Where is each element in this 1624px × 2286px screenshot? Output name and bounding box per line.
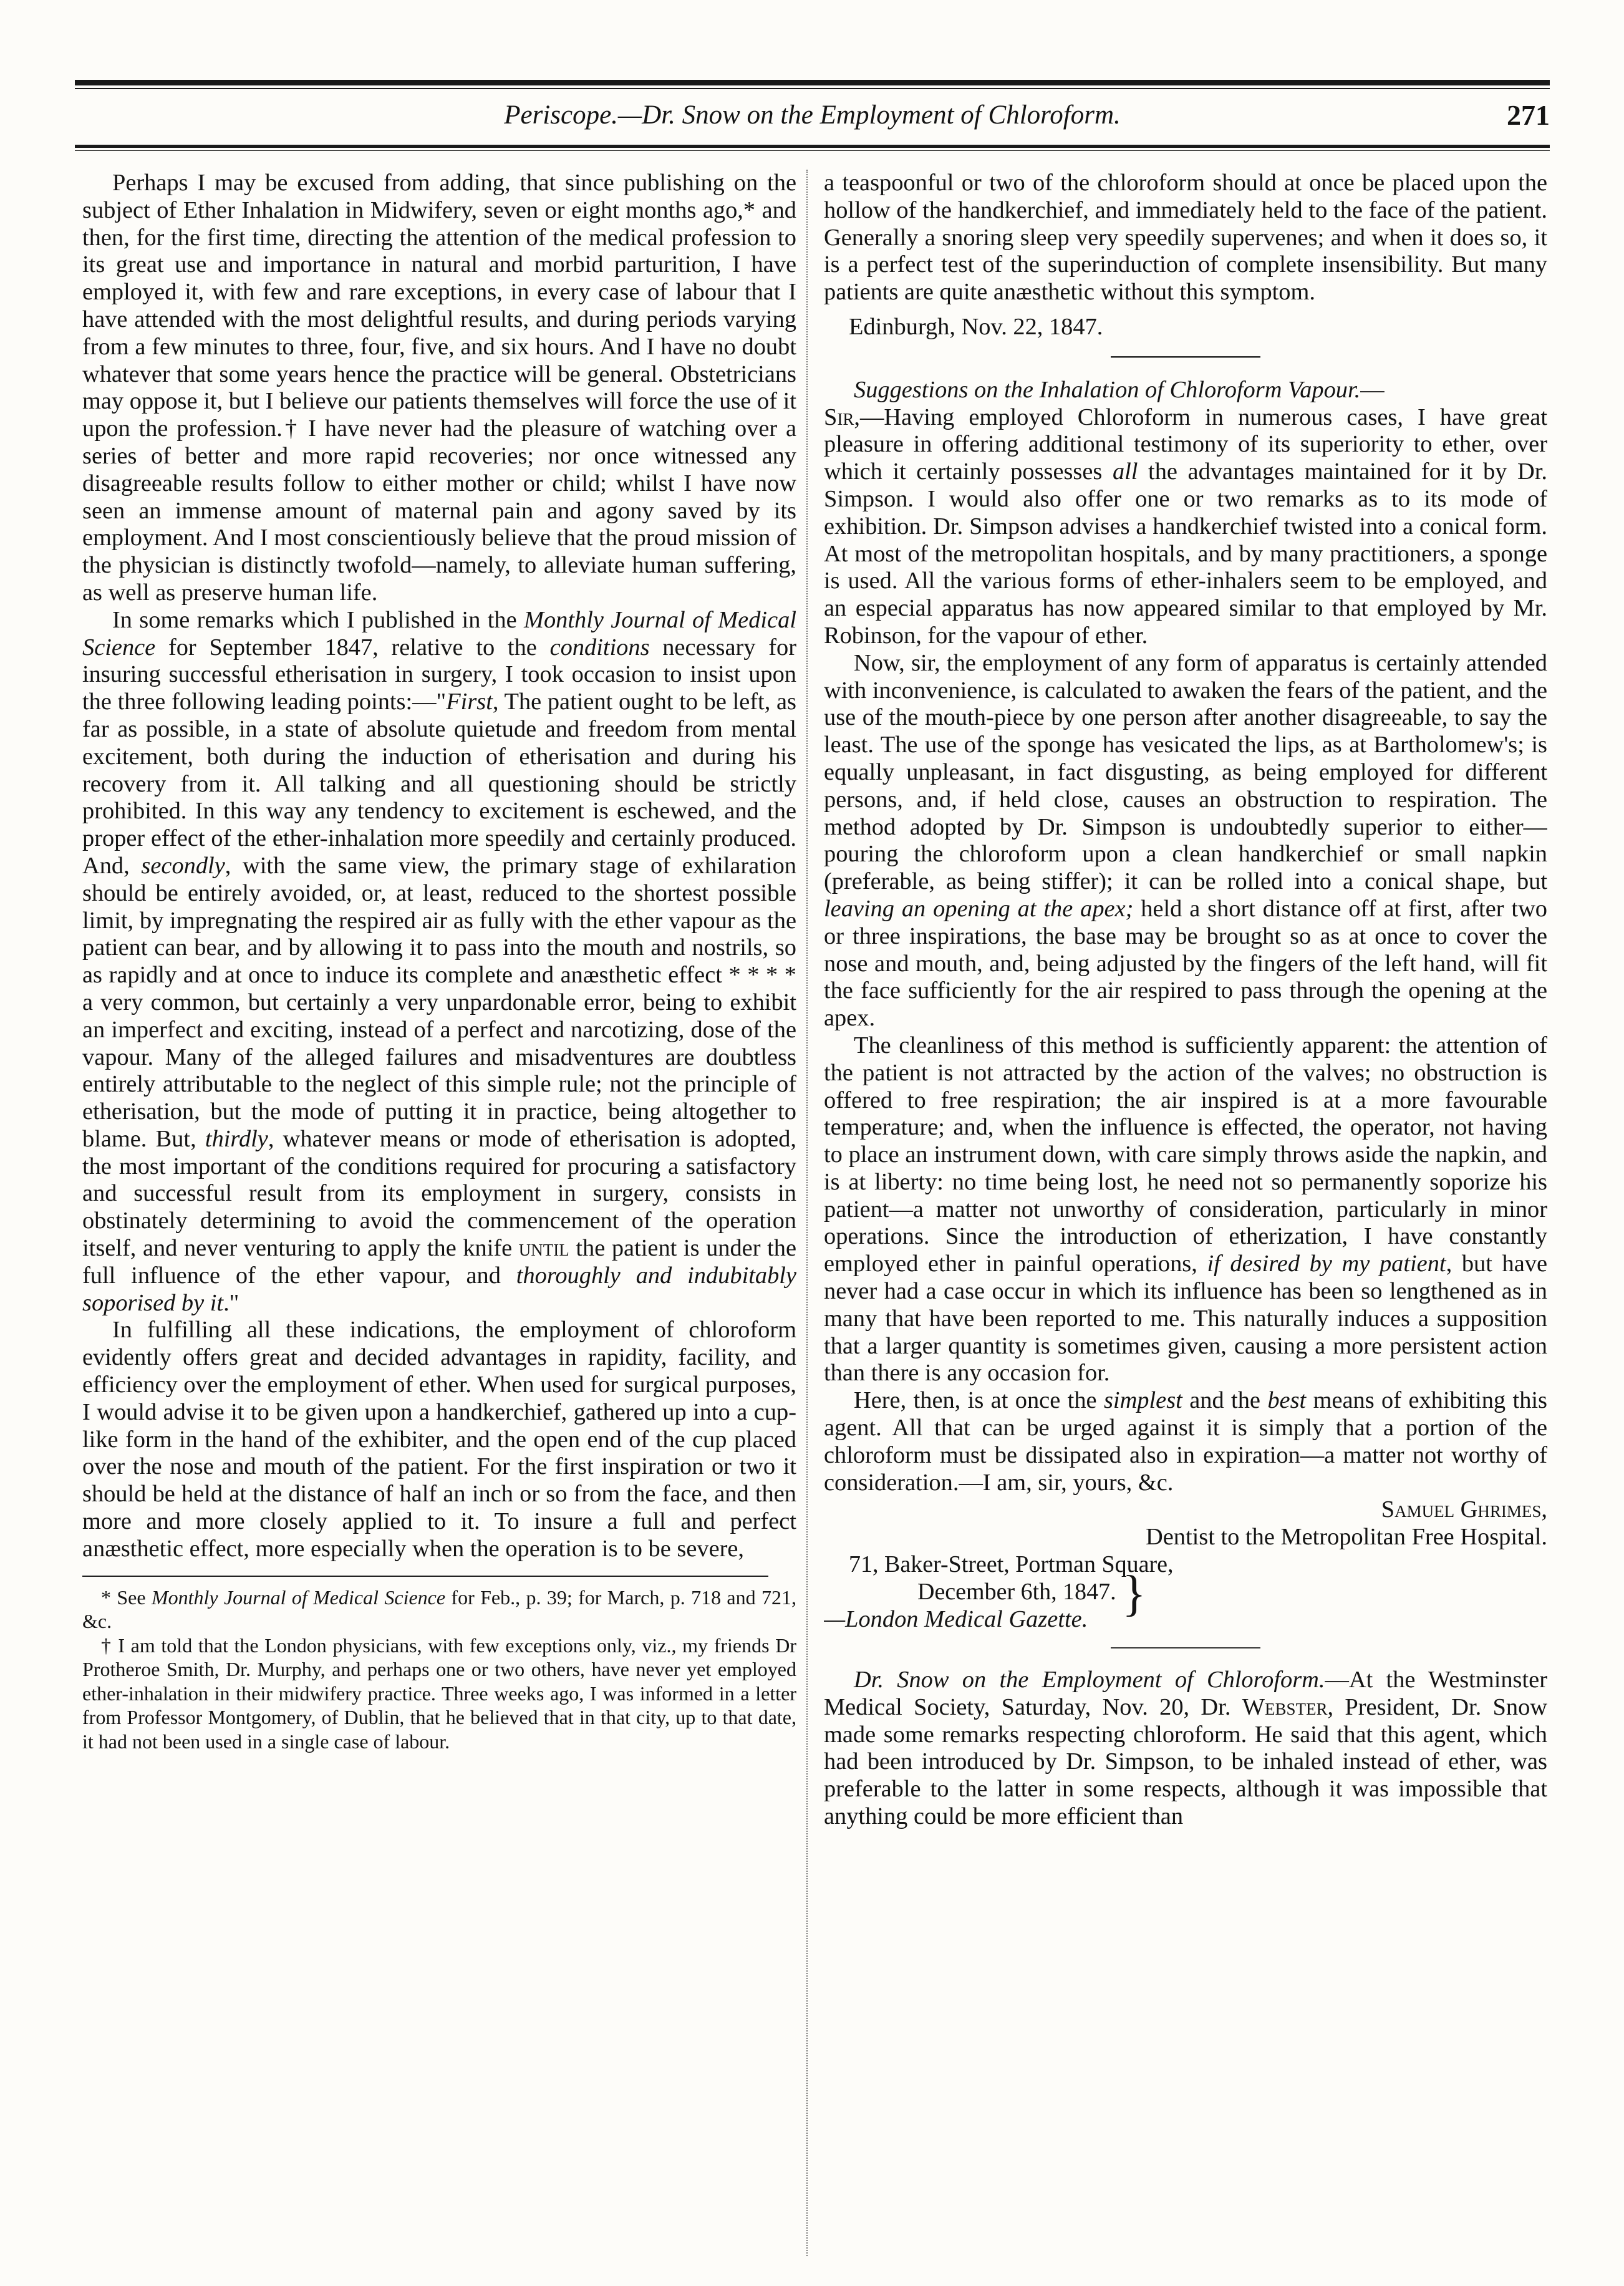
- text-run: , but have never had a case occur in which its influence has been so lengthened as in many that have been reported to me. This naturally induces a supposition that a larger quantity is sometimes given, causing a more persistent action than there is any occasion for.: [824, 1251, 1547, 1387]
- paragraph-ether-midwifery: Perhaps I may be excused from adding, that since publishing on the subject of Ether Inhalation in Midwifery, seven or eight months ago,* and then, for the first time, directing the attention of the medical profession to its great use and importance in natural and morbid parturition, I have employed it, with few and rare exceptions, in every case of labour that I have attended with the most delightful results, and during periods varying from a few minutes to three, four, five, and six hours. And I have no doubt whatever that some years hence the practice will be general. Obstetricians may oppose it, but I believe our patients themselves will force the use of it upon the profession.† I have never had the pleasure of watching over a series of better and more rapid recoveries; nor once witnessed any disagreeable results follow to either mother or child; whilst I have now seen an immense amount of maternal pain and agony saved by its employment. And I most conscientiously believe that the proud mission of the physician is distinctly twofold—namely, to alleviate human suffering, as well as preserve human life.: [82, 170, 796, 606]
- emphasis-conditions: conditions: [549, 634, 650, 661]
- running-title: Periscope.—Dr. Snow on the Employment of Chloroform.: [504, 100, 1121, 130]
- address-date: December 6th, 1847.: [917, 1578, 1116, 1605]
- page-number: 271: [1507, 99, 1550, 131]
- text-run: * See: [101, 1586, 152, 1609]
- text-run: —: [1360, 376, 1385, 403]
- emphasis-secondly: secondly: [141, 852, 225, 879]
- small-caps-until: until: [518, 1235, 569, 1262]
- footnote-1: [82, 1586, 796, 1634]
- brace-glyph: }: [1122, 1566, 1146, 1622]
- paragraph-snow: [824, 1667, 1547, 1831]
- signature-name: Samuel Ghrimes,: [1381, 1496, 1547, 1523]
- emphasis-simplest: simplest: [1103, 1387, 1182, 1414]
- footnote-2: † I am told that the London physicians, with few exceptions only, viz., my friends Dr Protheroe Smith, Dr. Murphy, and perhaps one or two others, have never yet employed ether-inhalation in their midwifery practice. Three weeks ago, I was informed in a letter from Professor Montgomery, of Dublin, that he believed that in that city, up to that date, it had not been used in a single case of labour.: [82, 1634, 796, 1753]
- text-run: , with the same view, the primary stage of exhilaration should be entirely avoided, or, at least, reduced to the shortest possible limit, by impregnating the respired air as fully with the ether vapour as the patient can bear, and by allowing it to pass into the mouth and nostrils, so as rapidly and at once to induce its complete and anæsthetic effect * * * * a very common, but certainly a very unpardonable error, being to exhibit an imperfect and exciting, instead of a perfect and narcotizing, dose of the vapour. Many of the alleged failures and misadventures are doubtless entirely attributable to the neglect of this simple rule; not the principle of etherisation, but the mode of putting it in practice, being altogether to blame. But,: [82, 852, 796, 1152]
- text-run: and the: [1182, 1387, 1268, 1414]
- text-run: the advantages maintained for it by Dr. Simpson. I would also offer one or two remarks as to its mode of exhibition. Dr. Simpson advises a handkerchief twisted into a conical form. At most of the metropolitan hospitals, and by many practitioners, a sponge is used. All the various forms of ether-inhalers seem to be employed, and an especial apparatus has now appeared similar to that employed by Mr. Robinson, for the vapour of ether.: [824, 458, 1547, 649]
- text-run: , President, Dr. Snow made some remarks respecting chloroform. He said that this agent, which had been introduced by Dr. Simpson, to be inhaled instead of ether, was preferable to the latter in some respects, although it was impossible that anything could be more efficient than: [824, 1693, 1547, 1829]
- source-name: —London Medical Gazette.: [824, 1606, 1088, 1633]
- emphasis-first: First: [446, 689, 493, 715]
- article-title-snow: Dr. Snow on the Employment of Chloroform.: [854, 1666, 1325, 1693]
- section-divider: [1111, 1647, 1260, 1653]
- text-run: Here, then, is at once the: [854, 1387, 1104, 1414]
- right-column: [824, 170, 1547, 2256]
- signature-title: Dentist to the Metropolitan Free Hospital.: [1146, 1524, 1547, 1551]
- paragraph-teaspoonful: a teaspoonful or two of the chloroform should at once be placed upon the hollow of the handkerchief, and immediately held to the face of the patient. Generally a snoring sleep very speedily supervenes; and when it does so, it is a perfect test of the superinduction of complete insensibility. But many patients are quite anæsthetic without this symptom.: [824, 170, 1547, 306]
- text-run: In some remarks which I published in the: [112, 606, 524, 633]
- paragraph-cleanliness: [824, 1032, 1547, 1387]
- emphasis-soporised: thoroughly and indubitably soporised by it: [82, 1262, 796, 1316]
- journal-title: Monthly Journal of Medical Science: [82, 606, 796, 661]
- journal-title: Monthly Journal of Medical Science: [151, 1586, 446, 1609]
- left-column: [82, 170, 796, 2256]
- text-run: —Having employed Chloroform in numerous cases, I have great pleasure in offering additional testimony of its superiority to ether, over which it certainly possesses: [824, 404, 1547, 485]
- text-run: , The patient ought to be left, as far as possible, in a state of absolute quietude and freedom from mental excitement, both during the induction of etherisation and during his recovery from it. All talking and all questioning should be strictly prohibited. In this way any tendency to excitement is eschewed, and the proper effect of the ether-inhalation more speedily and certainly produced. And,: [82, 689, 796, 879]
- page-header: [75, 90, 1550, 140]
- emphasis-desired: if desired by my patient: [1207, 1251, 1446, 1277]
- name-webster: Webster: [1242, 1693, 1328, 1720]
- text-run: for Feb., p. 39; for March, p. 718 and 721, &c.: [82, 1586, 796, 1633]
- paragraph-chloroform-advantages: In fulfilling all these indications, the employment of chloroform evidently offers great and decided advantages in rapidity, facility, and efficiency over the employment of ether. When used for surgical purposes, I would advise it to be given upon a handkerchief, gathered up into a cup-like form in the hand of the exhibiter, and the open end of the cup placed over the nose and mouth of the patient. For the first inspiration or two it should be held at the distance of half an inch or so from the face, and then more and more closely applied to it. To insure a full and perfect anæsthetic effect, more especially when the operation is to be severe,: [82, 1317, 796, 1562]
- salutation: Sir,: [824, 404, 860, 430]
- text-run: Now, sir, the employment of any form of apparatus is certainly attended with inconvenience, is calculated to awaken the fears of the patient, and the use of the mouth-piece by one person after another disagreeable, to say the least. The use of the sponge has vesicated the lips, as at Bartholomew's; is equally unpleasant, in fact disgusting, as being employed for different persons, and, if held close, causes an obstruction to respiration. The method adopted by Dr. Simpson is undoubtedly superior to either—pouring the chloroform upon a clean handkerchief or small napkin (preferable, as being stiffer); it can be rolled into a conical shape, but: [824, 649, 1547, 895]
- signature: [824, 1496, 1547, 1524]
- paragraph-apparatus: [824, 650, 1547, 1032]
- top-hairline: [75, 88, 1550, 89]
- footnote-rule: [82, 1576, 768, 1577]
- header-rule: [75, 145, 1550, 148]
- source-citation: [824, 1606, 1547, 1634]
- text-run: The cleanliness of this method is sufficiently apparent: the attention of the patient is not attracted by the action of the valves; no obstruction is offered to free respiration; the air inspired is at a more favourable temperature; and, when the influence is effected, the operator, not having to place an instrument down, with care simply throws aside the napkin, and is at liberty: no time being lost, he need not so permanently soporize his patient—a matter not unworthy of consideration, particularly in minor operations. Since the introduction of etherization, I have constantly employed ether in painful operations,: [824, 1032, 1547, 1277]
- emphasis-all: all: [1112, 458, 1138, 485]
- emphasis-apex: leaving an opening at the apex;: [824, 895, 1134, 922]
- header-hairline: [75, 150, 1550, 151]
- text-run: necessary for insuring successful etherisation in surgery, I took occasion to insist upon the three following leading points:—": [82, 634, 796, 715]
- emphasis-best: best: [1267, 1387, 1307, 1414]
- column-divider: [806, 170, 808, 2256]
- paragraph-simplest-means: [824, 1387, 1547, 1496]
- emphasis-thirdly: thirdly: [205, 1125, 268, 1152]
- text-run: held a short distance off at first, after two or three inspirations, the base may be brought so as at once to cover the nose and mouth, and, being adjusted by the fingers of the left hand, will fit the face sufficiently for the air respired to pass through the opening at the apex.: [824, 895, 1547, 1032]
- paragraph-monthly-journal: [82, 607, 796, 1317]
- article-title-suggestions: Suggestions on the Inhalation of Chloroform Vapour.: [854, 376, 1361, 403]
- address-line-1: 71, Baker-Street, Portman Square,: [849, 1551, 1174, 1578]
- paragraph-suggestions: [824, 377, 1547, 650]
- text-run: means of exhibiting this agent. All that can be urged against it is simply that a portion of the chloroform must be dissipated also in expiration—a matter not worthy of consideration.—I am, sir, yours, &c.: [824, 1387, 1547, 1496]
- text-run: , whatever means or mode of etherisation is adopted, the most important of the conditions required for procuring a satisfactory and successful result from its employment in surgery, consists in obstinately determining to avoid the commencement of the operation itself, and never venturing to apply the knife: [82, 1125, 796, 1262]
- text-run: the patient is under the full influence of the ether vapour, and: [82, 1235, 796, 1289]
- dateline: Edinburgh, Nov. 22, 1847.: [849, 313, 1103, 340]
- top-rule: [75, 80, 1550, 85]
- text-run: for September 1847, relative to the: [155, 634, 550, 661]
- text-run: .": [223, 1289, 239, 1316]
- text-run: —At the Westminster Medical Society, Saturday, Nov. 20, Dr.: [824, 1666, 1547, 1720]
- section-divider: [1111, 356, 1260, 362]
